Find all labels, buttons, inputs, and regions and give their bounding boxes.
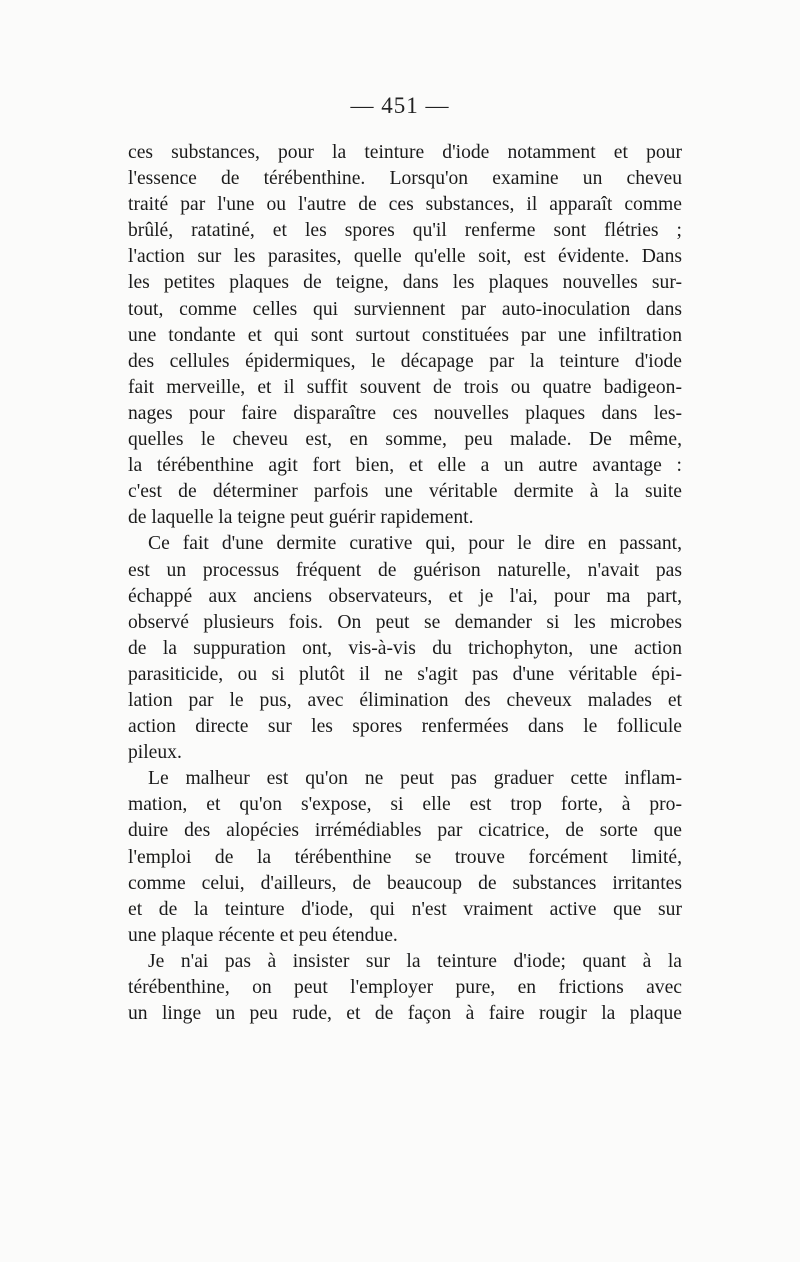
text-line: nages pour faire disparaître ces nouvelles plaques dans les-: [128, 402, 682, 424]
text-line: un linge un peu rude, et de façon à faire rougir la plaque: [128, 1003, 682, 1025]
text-line: comme celui, d'ailleurs, de beaucoup de substances irritantes: [128, 872, 682, 894]
body-text: [128, 140, 682, 1027]
text-line: l'essence de térébenthine. Lorsqu'on examine un cheveu: [128, 168, 682, 190]
text-line: une plaque récente et peu étendue.: [128, 924, 398, 946]
text-line: de la suppuration ont, vis-à-vis du trichophyton, une action: [128, 637, 682, 659]
text-line: duire des alopécies irrémédiables par cicatrice, de sorte que: [128, 820, 682, 842]
text-line: est un processus fréquent de guérison naturelle, n'avait pas: [128, 559, 682, 581]
text-line: la térébenthine agit fort bien, et elle a un autre avantage :: [128, 455, 682, 477]
text-line: l'action sur les parasites, quelle qu'elle soit, est évidente. Dans: [128, 246, 682, 268]
text-line: de laquelle la teigne peut guérir rapidement.: [128, 507, 474, 529]
page-number: — 451 —: [350, 93, 450, 118]
paragraph-4: [128, 949, 682, 1027]
text-line: brûlé, ratatiné, et les spores qu'il renferme sont flétries ;: [128, 220, 682, 242]
text-line: les petites plaques de teigne, dans les plaques nouvelles sur-: [128, 272, 682, 294]
text-line: action directe sur les spores renfermées dans le follicule: [128, 716, 682, 738]
text-line: une tondante et qui sont surtout constituées par une infiltration: [128, 324, 682, 346]
text-line: et de la teinture d'iode, qui n'est vraiment active que sur: [128, 898, 682, 920]
text-line: pileux.: [128, 742, 182, 764]
paragraph-2: [128, 531, 682, 766]
text-line: c'est de déterminer parfois une véritable dermite à la suite: [128, 481, 682, 503]
text-line: traité par l'une ou l'autre de ces substances, il apparaît comme: [128, 194, 682, 216]
text-line: tout, comme celles qui surviennent par auto-inoculation dans: [128, 298, 682, 320]
text-line: térébenthine, on peut l'employer pure, en frictions avec: [128, 977, 682, 998]
text-line: l'emploi de la térébenthine se trouve forcément limité,: [128, 846, 682, 868]
text-line: lation par le pus, avec élimination des cheveux malades et: [128, 689, 682, 711]
text-line: quelles le cheveu est, en somme, peu malade. De même,: [128, 429, 682, 451]
paragraph-3: [128, 766, 682, 949]
text-line: parasiticide, ou si plutôt il ne s'agit pas d'une véritable épi-: [128, 663, 682, 685]
text-line: mation, et qu'on s'expose, si elle est trop forte, à pro-: [128, 794, 682, 816]
text-line: fait merveille, et il suffit souvent de trois ou quatre badigeon-: [128, 376, 682, 398]
text-line: Le malheur est qu'on ne peut pas graduer cette inflam-: [148, 768, 682, 790]
text-line: Ce fait d'une dermite curative qui, pour le dire en passant,: [148, 533, 682, 555]
text-line: observé plusieurs fois. On peut se demander si les microbes: [128, 611, 682, 633]
paragraph-1: [128, 140, 682, 531]
text-line: Je n'ai pas à insister sur la teinture d'iode; quant à la: [148, 950, 682, 972]
text-line: ces substances, pour la teinture d'iode notamment et pour: [128, 142, 682, 163]
text-line: des cellules épidermiques, le décapage par la teinture d'iode: [128, 350, 682, 372]
text-line: échappé aux anciens observateurs, et je l'ai, pour ma part,: [128, 585, 682, 607]
